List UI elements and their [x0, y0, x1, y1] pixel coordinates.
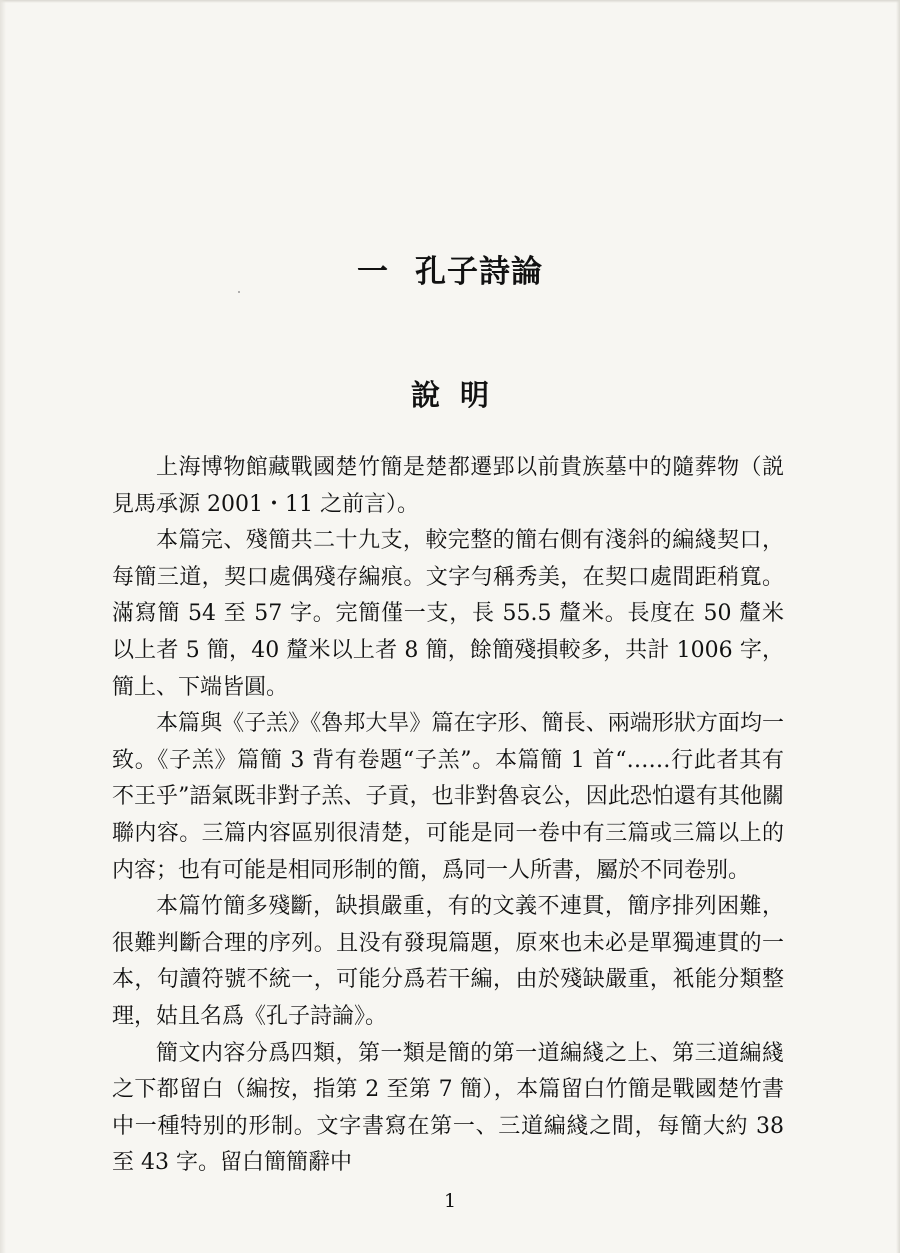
scan-speck — [238, 291, 240, 293]
paragraph: 本篇完、殘簡共二十九支，較完整的簡右側有淺斜的編綫契口，每簡三道，契口處偶殘存編痕。文字勻稱秀美，在契口處間距稍寬。滿寫簡 54 至 57 字。完簡僅一支，長 55.5 釐米。長度在 50 釐米以上者 5 簡，40 釐米以上者 8 簡，餘簡殘損較多，共計 1006 字，簡上、下端皆圓。 — [112, 528, 784, 700]
page-number: 1 — [443, 1190, 457, 1212]
scan-edge-left — [0, 0, 6, 1253]
paragraph: 簡文内容分爲四類，第一類是簡的第一道編綫之上、第三道編綫之下都留白（編按，指第 2 至第 7 簡），本篇留白竹簡是戰國楚竹書中一種特别的形制。文字書寫在第一、三道編綫之間，每簡大約 38 至 43 字。留白簡簡辭中 — [112, 1040, 784, 1176]
paragraph: 本篇與《子羔》《魯邦大旱》篇在字形、簡長、兩端形狀方面均一致。《子羔》篇簡 3 背有卷題“子羔”。本篇簡 1 首“……行此者其有不王乎”語氣既非對子羔、子貢，也非對魯哀公，因此恐怕還有其他關聯内容。三篇内容區别很清楚，可能是同一卷中有三篇或三篇以上的内容；也有可能是相同形制的簡，爲同一人所書，屬於不同卷别。 — [112, 711, 784, 883]
section-title: 說明 — [410, 378, 509, 412]
scan-edge-right — [896, 0, 900, 1253]
chapter-number: 一 — [357, 254, 389, 290]
body-text — [112, 450, 784, 1182]
chapter-title-text: 孔子詩論 — [415, 254, 543, 290]
chapter-title — [0, 246, 900, 291]
scan-edge-top — [0, 0, 900, 3]
paragraph: 本篇竹簡多殘斷，缺損嚴重，有的文義不連貫，簡序排列困難，很難判斷合理的序列。且没有發現篇題，原來也未必是單獨連貫的一本，句讀符號不統一，可能分爲若干編，由於殘缺嚴重，衹能分類整理，姑且名爲《孔子詩論》。 — [112, 894, 784, 1029]
paragraph: 上海博物館藏戰國楚竹簡是楚都遷郢以前貴族墓中的隨葬物（説見馬承源 2001・11 之前言）。 — [112, 455, 784, 517]
